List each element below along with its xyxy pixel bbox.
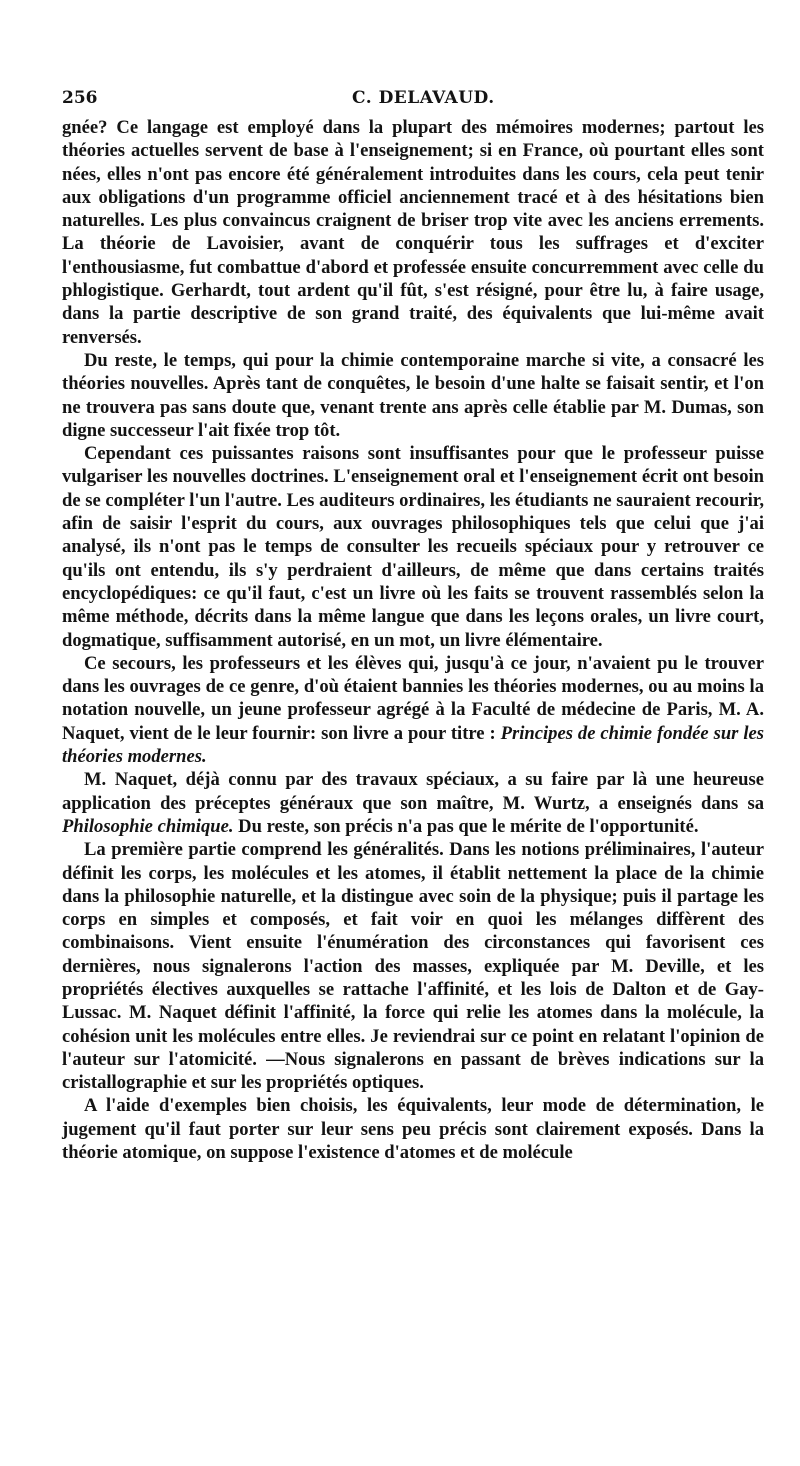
paragraph [62, 652, 764, 768]
page-number: 256 [62, 88, 98, 108]
book-title: Philosophie chimique. [62, 815, 234, 837]
book-title: Principes de chimie fondée sur les théories modernes. [62, 722, 765, 768]
paragraph: La première partie comprend les généralités. Dans les notions préliminaires, l'auteur définit les corps, les molécules et les atomes, il établit nettement la place de la chimie dans la philosophie naturelle, et la distingue avec soin de la physique; puis il partage les corps en simples et composés, et fait voir en quoi les mélanges diffèrent des combinaisons. Vient ensuite l'énumération des circonstances qui favorisent ces dernières, nous signalerons l'action des masses, expliquée par M. Deville, et les propriétés électives auxquelles se rattache l'affinité, et les lois de Dalton et de Gay-Lussac. M. Naquet définit l'affinité, la force qui relie les atomes dans la molécule, la cohésion unit les molécules entre elles. Je reviendrai sur ce point en relatant l'opinion de l'auteur sur l'atomicité. —Nous signalerons en passant de brèves indications sur la cristallographie et sur les propriétés optiques. [62, 839, 764, 1094]
page-header [62, 82, 764, 116]
body-text [62, 116, 764, 1164]
book-page [62, 82, 764, 1164]
running-head: C. DELAVAUD. [352, 88, 495, 108]
paragraph-text: Ce secours, les professeurs et les élèves qui, jusqu'à ce jour, n'avaient pu le trouver dans les ouvrages de ce genre, d'où étaient bannies les théories modernes, ou au moins la notation nouvelle, un jeune professeur agrégé à la Faculté de médecine de Paris, M. A. Naquet, vient de le leur fournir: son livre a pour titre : [62, 652, 764, 744]
paragraph [62, 768, 764, 838]
paragraph: A l'aide d'exemples bien choisis, les équivalents, leur mode de détermination, le jugement qu'il faut porter sur leur sens peu précis sont clairement exposés. Dans la théorie atomique, on suppose l'existence d'atomes et de molécule [62, 1095, 764, 1164]
paragraph-text: Du reste, son précis n'a pas que le mérite de l'opportunité. [233, 815, 699, 837]
paragraph-text: M. Naquet, déjà connu par des travaux spéciaux, a su faire par là une heureuse application des préceptes généraux que son maître, M. Wurtz, a enseignés dans sa [62, 769, 764, 814]
paragraph: Du reste, le temps, qui pour la chimie contemporaine marche si vite, a consacré les théories nouvelles. Après tant de conquêtes, le besoin d'une halte se faisait sentir, et l'on ne trouvera pas sans doute que, venant trente ans après celle établie par M. Dumas, son digne successeur l'ait fixée trop tôt. [62, 349, 764, 441]
paragraph: gnée? Ce langage est employé dans la plupart des mémoires modernes; partout les théories actuelles servent de base à l'enseignement; si en France, où pourtant elles sont nées, elles n'ont pas encore été généralement introduites dans les cours, cela peut tenir aux obligations d'un programme officiel anciennement tracé et à des hésitations bien naturelles. Les plus convaincus craignent de briser trop vite avec les anciens errements. La théorie de Lavoisier, avant de conquérir tous les suffrages et d'exciter l'enthousiasme, fut combattue d'abord et professée ensuite concurremment avec celle du phlogistique. Gerhardt, tout ardent qu'il fût, s'est résigné, pour être lu, à faire usage, dans la partie descriptive de son grand traité, des équivalents que lui-même avait renversés. [62, 117, 764, 348]
paragraph: Cependant ces puissantes raisons sont insuffisantes pour que le professeur puisse vulgariser les nouvelles doctrines. L'enseignement oral et l'enseignement écrit ont besoin de se compléter l'un l'autre. Les auditeurs ordinaires, les étudiants ne sauraient recourir, afin de saisir l'esprit du cours, aux ouvrages philosophiques tels que celui que j'ai analysé, ils n'ont pas le temps de consulter les recueils spéciaux pour y retrouver ce qu'ils ont entendu, ils s'y perdraient d'ailleurs, de même que dans certains traités encyclopédiques: ce qu'il faut, c'est un livre où les faits se trouvent rassemblés selon la même méthode, décrits dans la même langue que dans les leçons orales, un livre court, dogmatique, suffisamment autorisé, en un mot, un livre élémentaire. [62, 443, 764, 651]
